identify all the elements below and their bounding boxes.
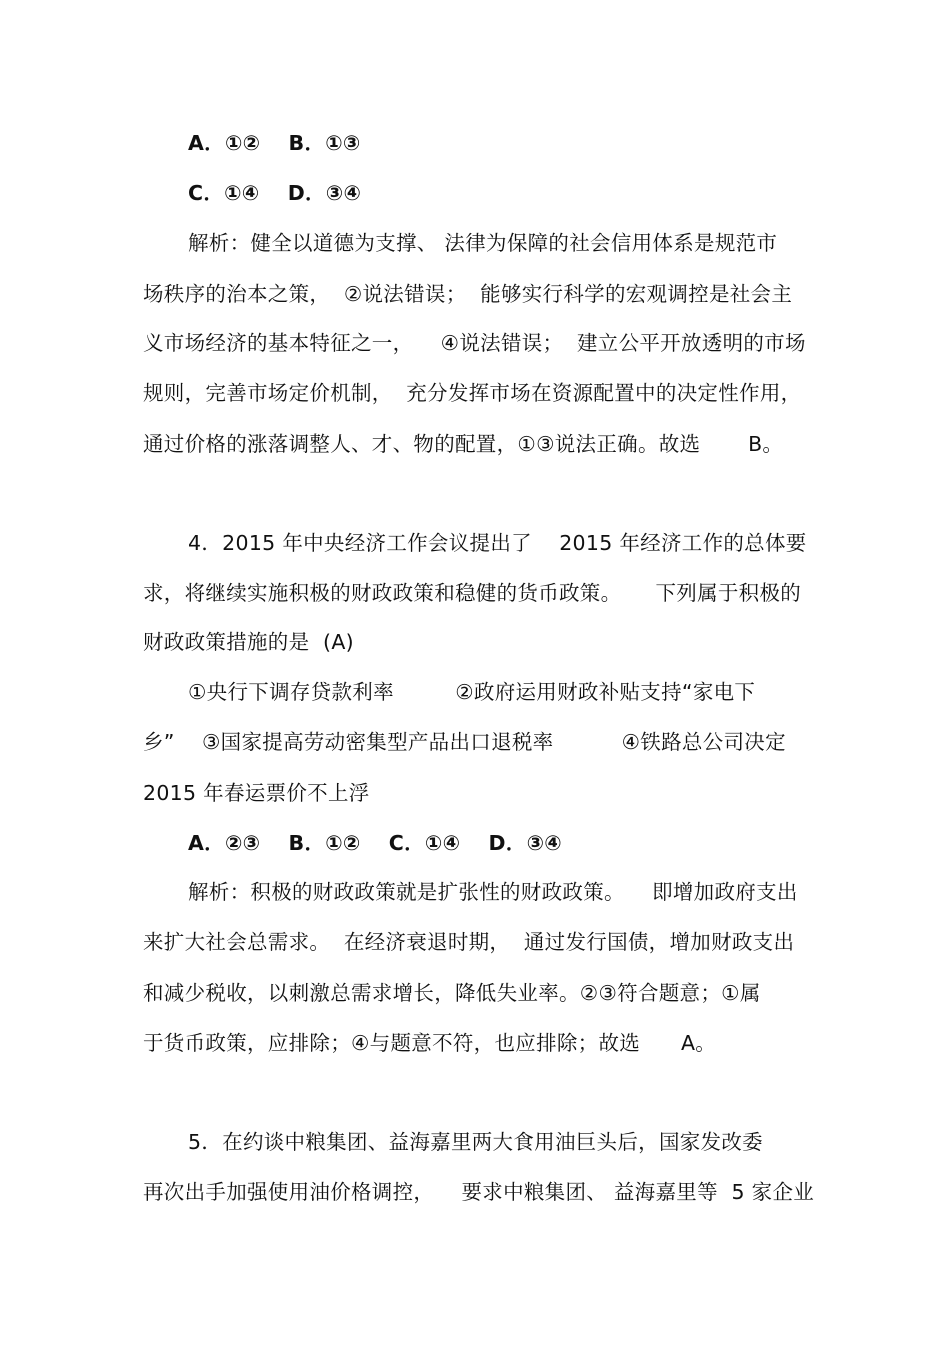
q5-question-line-1: 5．在约谈中粮集团、益海嘉里两大食用油巨头后，国家发改委 — [188, 1130, 763, 1154]
q4-analysis-line-1: 解析：积极的财政政策就是扩张性的财政政策。 即增加政府支出 — [188, 880, 798, 904]
q4-question-line-1: 4．2015 年中央经济工作会议提出了 2015 年经济工作的总体要 — [188, 531, 807, 555]
q4-analysis-line-2: 来扩大社会总需求。 在经济衰退时期， 通过发行国债，增加财政支出 — [143, 930, 795, 954]
q3-options-row-2: C．①④ D．③④ — [188, 181, 362, 205]
q4-options-row: A．②③ B．①② C．①④ D．③④ — [188, 831, 562, 855]
q4-choices-line-2: 乡” ③国家提高劳动密集型产品出口退税率 ④铁路总公司决定 — [143, 730, 786, 754]
q4-question-line-2: 求，将继续实施积极的财政政策和稳健的货币政策。 下列属于积极的 — [143, 581, 802, 605]
q3-analysis-line-2: 场秩序的治本之策， ②说法错误； 能够实行科学的宏观调控是社会主 — [143, 282, 793, 306]
q3-analysis-line-5: 通过价格的涨落调整人、才、物的配置，①③说法正确。故选 B。 — [143, 432, 784, 456]
q3-analysis-line-1: 解析：健全以道德为支撑、 法律为保障的社会信用体系是规范市 — [188, 231, 778, 255]
q3-analysis-line-3: 义市场经济的基本特征之一， ④说法错误； 建立公平开放透明的市场 — [143, 331, 806, 355]
q5-question-line-2: 再次出手加强使用油价格调控， 要求中粮集团、 益海嘉里等 5 家企业 — [143, 1180, 815, 1204]
q4-choices-line-1: ①央行下调存贷款利率 ②政府运用财政补贴支持“家电下 — [188, 680, 756, 704]
q4-analysis-line-3: 和减少税收，以刺激总需求增长，降低失业率。②③符合题意；①属 — [143, 981, 761, 1005]
q3-analysis-line-4: 规则，完善市场定价机制， 充分发挥市场在资源配置中的决定性作用， — [143, 381, 802, 405]
q4-analysis-line-4: 于货币政策，应排除；④与题意不符，也应排除；故选 A。 — [143, 1031, 717, 1055]
q4-question-line-3: 财政政策措施的是 (A) — [143, 630, 354, 654]
q4-choices-line-3: 2015 年春运票价不上浮 — [143, 781, 370, 805]
q3-options-row-1: A．①② B．①③ — [188, 131, 361, 155]
